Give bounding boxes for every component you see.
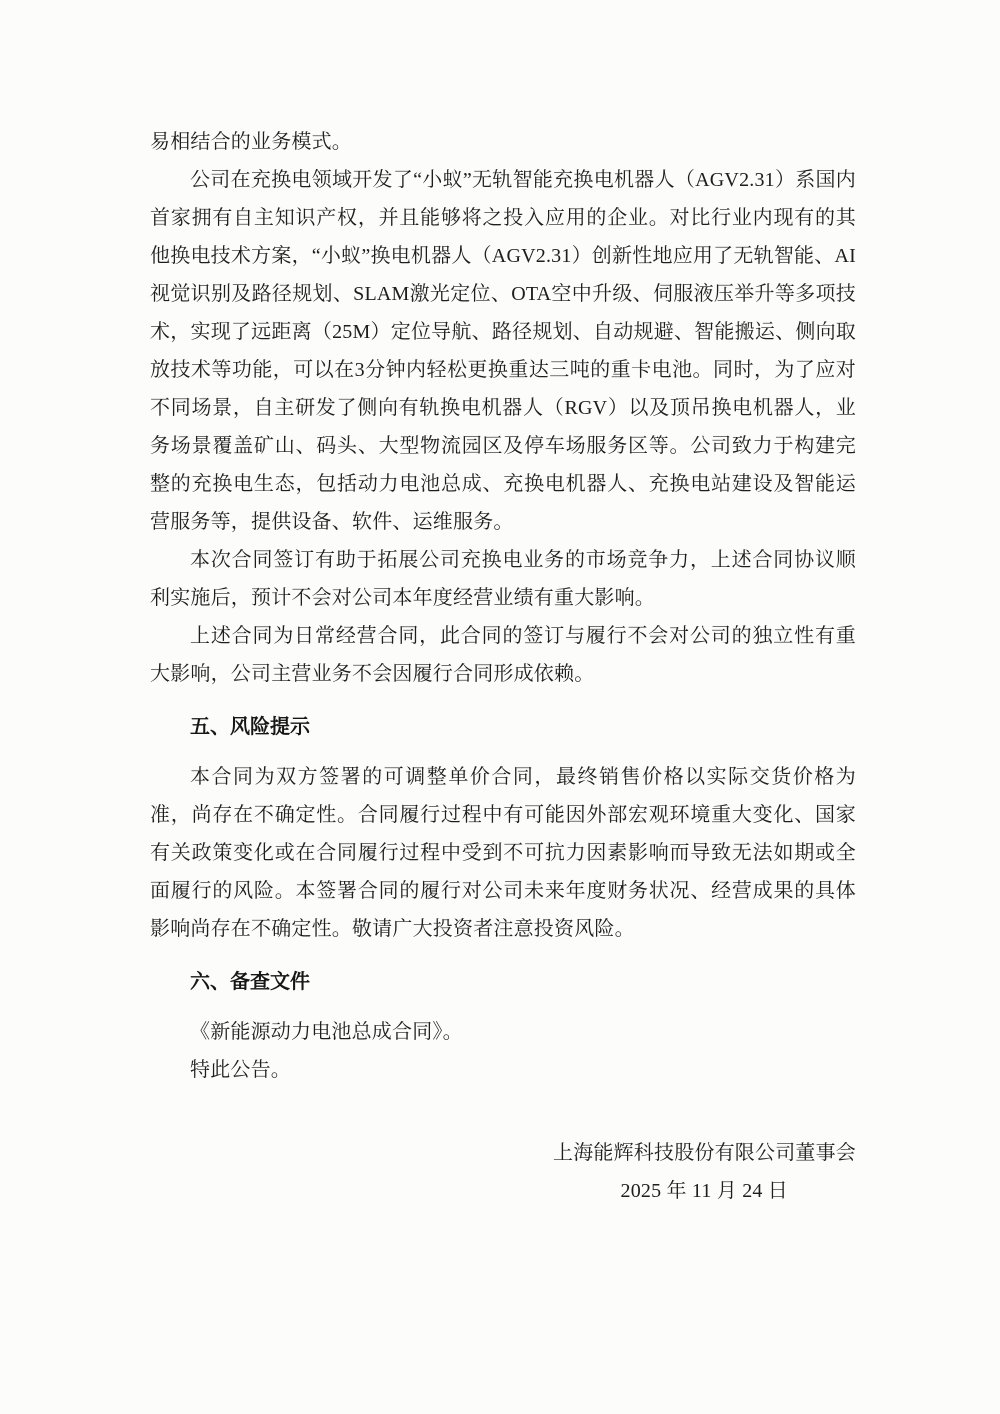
paragraph-reference-doc: 《新能源动力电池总成合同》。 bbox=[190, 1021, 463, 1043]
paragraph-independence: 上述合同为日常经营合同，此合同的签订与履行不会对公司的独立性有重大影响，公司主营业务不会因履行合同形成依赖。 bbox=[150, 625, 856, 685]
paragraph-risk-detail: 本合同为双方签署的可调整单价合同，最终销售价格以实际交货价格为准，尚存在不确定性。合同履行过程中有可能因外部宏观环境重大变化、国家有关政策变化或在合同履行过程中受到不可抗力因素影响而导致无法如期或全面履行的风险。本签署合同的履行对公司未来年度财务状况、经营成果的具体影响尚存在不确定性。敬请广大投资者注意投资风险。 bbox=[150, 766, 856, 940]
paragraph-contract-impact: 本次合同签订有助于拓展公司充换电业务的市场竞争力，上述合同协议顺利实施后，预计不会对公司本年度经营业绩有重大影响。 bbox=[150, 549, 856, 609]
paragraph-company-overview: 公司在充换电领域开发了“小蚁”无轨智能充换电机器人（AGV2.31）系国内首家拥有自主知识产权，并且能够将之投入应用的企业。对比行业内现有的其他换电技术方案，“小蚁”换电机器人（AGV2.31）创新性地应用了无轨智能、AI视觉识别及路径规划、SLAM激光定位、OTA空中升级、伺服液压举升等多项技术，实现了远距离（25M）定位导航、路径规划、自动规避、智能搬运、侧向取放技术等功能，可以在3分钟内轻松更换重达三吨的重卡电池。同时，为了应对不同场景，自主研发了侧向有轨换电机器人（RGV）以及顶吊换电机器人，业务场景覆盖矿山、码头、大型物流园区及停车场服务区等。公司致力于构建完整的充换电生态，包括动力电池总成、充换电机器人、充换电站建设及智能运营服务等，提供设备、软件、运维服务。 bbox=[150, 169, 856, 533]
signature-date: 2025 年 11 月 24 日 bbox=[620, 1180, 788, 1202]
section-heading-reference-docs: 六、备查文件 bbox=[190, 971, 310, 993]
signature-block bbox=[150, 1134, 856, 1210]
section-heading-risk: 五、风险提示 bbox=[190, 716, 310, 738]
document-body bbox=[150, 123, 856, 1210]
paragraph-continuation: 易相结合的业务模式。 bbox=[150, 131, 352, 153]
paragraph-closing: 特此公告。 bbox=[190, 1059, 291, 1081]
signature-company: 上海能辉科技股份有限公司董事会 bbox=[553, 1142, 856, 1164]
